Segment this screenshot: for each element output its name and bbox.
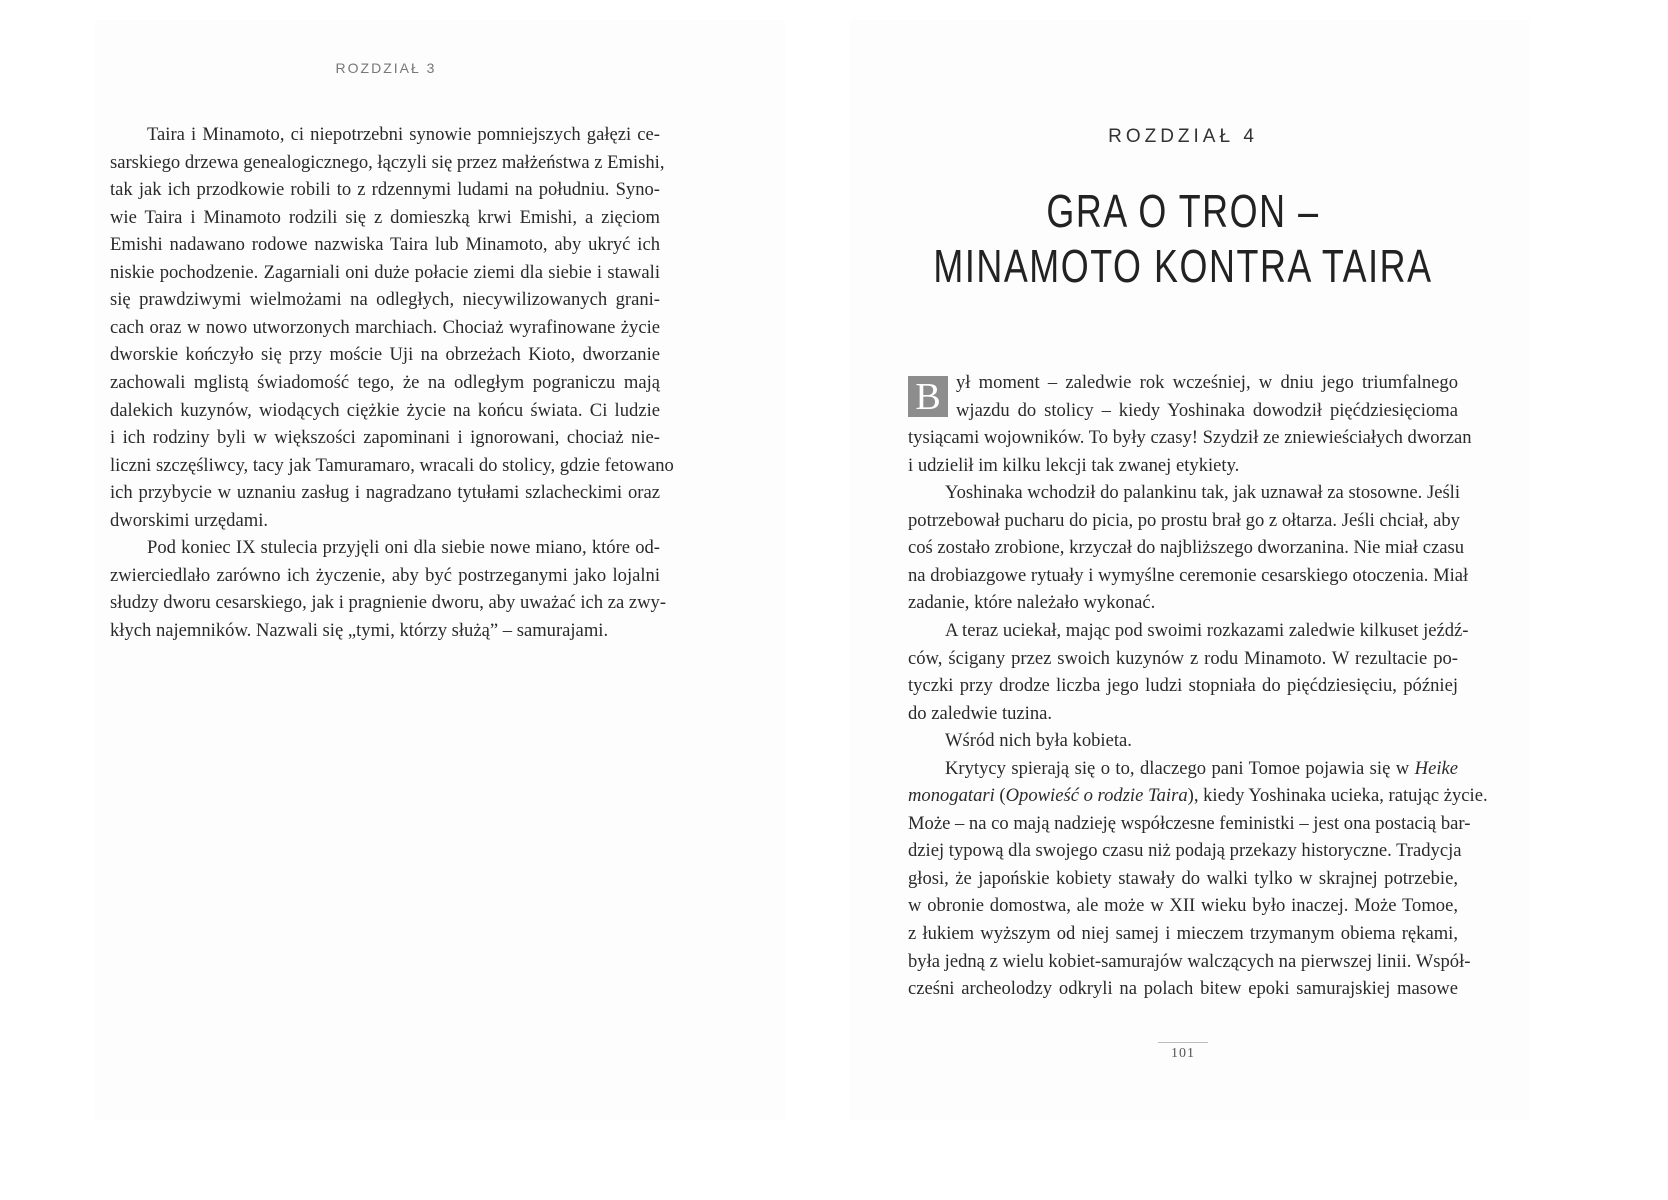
- text-line: A teraz uciekał, mając pod swoimi rozkazami zaledwie kilkuset jeźdź-: [945, 619, 1469, 641]
- running-head: ROZDZIAŁ 3: [335, 60, 437, 76]
- text-line: [908, 783, 1488, 809]
- text-line: dworskimi urzędami.: [110, 509, 269, 531]
- text-line: w obronie domostwa, ale może w XII wieku było inaczej. Może Tomoe,: [908, 895, 1458, 917]
- text-line: cześni archeolodzy odkryli na polach bitew epoki samurajskiej masowe: [908, 978, 1458, 1000]
- italic-text: Opowieść o rodzie Taira: [1005, 785, 1188, 807]
- text-line: Pod koniec IX stulecia przyjęli oni dla siebie nowe miano, które od-: [147, 537, 660, 559]
- text-line: kłych najemników. Nazwali się „tymi, którzy służą” – samurajami.: [110, 619, 609, 641]
- text-line: z łukiem wyższym od niej samej i mieczem trzymanym obiema rękami,: [908, 923, 1458, 944]
- text-line: na drobiazgowe rytuały i wymyślne ceremonie cesarskiego otoczenia. Miał: [908, 564, 1469, 586]
- text-line: Wśród nich była kobieta.: [945, 730, 1132, 752]
- text-segment: (: [994, 785, 1006, 807]
- italic-text: monogatari: [908, 785, 995, 807]
- text-line: i udzielił im kilku lekcji tak zwanej etykiety.: [908, 454, 1240, 476]
- text-line: niskie pochodzenie. Zagarniali oni duże połacie ziemi dla siebie i stawali: [110, 261, 660, 283]
- text-line: tysiącami wojowników. To były czasy! Szydził ze zniewieściałych dworzan: [908, 427, 1472, 449]
- text-segment: ), kiedy Yoshinaka ucieka, ratując życie.: [1187, 785, 1488, 807]
- text-line: do zaledwie tuzina.: [908, 702, 1053, 724]
- text-line: Yoshinaka wchodził do palankinu tak, jak uznawał za stosowne. Jeśli: [945, 482, 1461, 504]
- text-line: Taira i Minamoto, ci niepotrzebni synowie pomniejszych gałęzi ce-: [147, 124, 660, 145]
- chapter-label: ROZDZIAŁ 4: [1108, 126, 1258, 147]
- text-line: wie Taira i Minamoto rodzili się z domieszką krwi Emishi, a zięciom: [110, 206, 660, 228]
- text-line: się prawdziwymi wielmożami na odległych, niecywilizowanych grani-: [110, 289, 660, 311]
- text-line: była jedną z wielu kobiet-samurajów walczących na pierwszej linii. Współ-: [908, 950, 1471, 972]
- text-line: cach oraz w nowo utworzonych marchiach. Chociaż wyrafinowane życie: [110, 316, 660, 338]
- text-line: Emishi nadawano rodowe nazwiska Taira lub Minamoto, aby ukryć ich: [110, 234, 660, 256]
- text-line: głosi, że japońskie kobiety stawały do walki tylko w skrajnej potrzebie,: [908, 867, 1458, 889]
- text-line: liczni szczęśliwcy, tacy jak Tamuramaro, wracali do stolicy, gdzie fetowano: [110, 454, 674, 476]
- chapter-title-line-2: MINAMOTO KONTRA TAIRA: [933, 240, 1433, 292]
- text-line: ył moment – zaledwie rok wcześniej, w dniu jego triumfalnego: [956, 372, 1458, 393]
- text-line: ców, ścigany przez swoich kuzynów z rodu Minamoto. W rezultacie po-: [908, 647, 1458, 669]
- text-line: dalekich kuzynów, wiodących ciężkie życie na końcu świata. Ci ludzie: [110, 399, 660, 421]
- text-line: tak jak ich przodkowie robili to z rdzennymi ludami na południu. Syno-: [110, 179, 660, 201]
- text-line: [945, 756, 1458, 782]
- text-segment: Krytycy spierają się o to, dlaczego pani Tomoe pojawia się w: [945, 757, 1415, 779]
- text-line: Może – na co mają nadzieję współczesne feministki – jest ona postacią bar-: [908, 812, 1471, 834]
- text-line: dworskie kończyło się przy moście Uji na obrzeżach Kioto, dworzanie: [110, 344, 660, 366]
- page-number-rule: [1158, 1042, 1208, 1043]
- chapter-title-line-1: GRA O TRON –: [1046, 185, 1320, 237]
- text-line: i ich rodziny byli w większości zapominani i ignorowani, chociaż nie-: [110, 427, 660, 449]
- text-line: zadanie, które należało wykonać.: [908, 592, 1156, 614]
- drop-cap: B: [908, 376, 948, 417]
- text-line: wjazdu do stolicy – kiedy Yoshinaka dowodził pięćdziesięcioma: [956, 399, 1458, 421]
- italic-text: Heike: [1414, 757, 1458, 779]
- text-line: dziej typową dla swojego czasu niż podają przekazy historyczne. Tradycja: [908, 840, 1462, 862]
- text-line: tyczki przy drodze liczba jego ludzi stopniała do pięćdziesięciu, później: [908, 675, 1458, 697]
- text-line: ich przybycie w uznaniu zasług i nagradzano tytułami szlacheckimi oraz: [110, 482, 660, 504]
- text-line: zachowali mglistą świadomość tego, że na odległym pograniczu mają: [110, 371, 660, 393]
- text-line: potrzebował pucharu do picia, po prostu brał go z ołtarza. Jeśli chciał, aby: [908, 509, 1460, 531]
- text-line: słudzy dworu cesarskiego, jak i pragnienie dworu, aby uważać ich za zwy-: [110, 592, 667, 614]
- text-line: zwierciedlało zarówno ich życzenie, aby być postrzeganymi jako lojalni: [110, 564, 660, 586]
- text-line: coś zostało zrobione, krzyczał do najbliższego dworzanina. Nie miał czasu: [908, 537, 1465, 559]
- page-number: 101: [1171, 1046, 1195, 1061]
- text-line: sarskiego drzewa genealogicznego, łączyli się przez małżeństwa z Emishi,: [110, 151, 665, 173]
